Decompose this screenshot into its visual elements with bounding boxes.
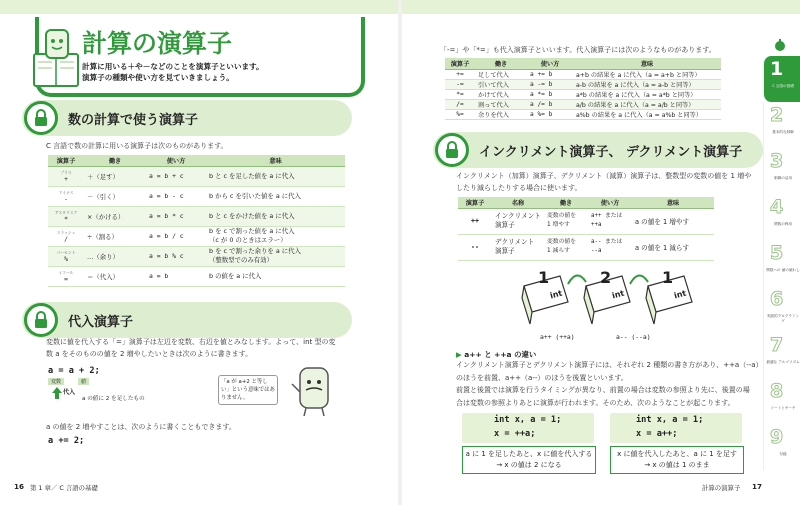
triangle-bullet-icon: ▶ — [456, 350, 462, 359]
annotation-variable: 変数 — [48, 378, 64, 385]
chapter-tab-4[interactable]: 4 関数の利用 — [763, 194, 800, 240]
code-prefix-line2: x = ++a; — [494, 429, 536, 439]
code-postfix-line1: int x, a = 1; — [636, 415, 704, 425]
chapter-tab-3[interactable]: 3 制御の活用 — [763, 148, 800, 194]
dec-label: a-- (--a) — [616, 333, 651, 341]
chapter-tab-8[interactable]: 8 ソートとサーチ — [763, 378, 800, 424]
box-value-3: 1 — [662, 268, 674, 287]
annotation-note: a の値に 2 を足したもの — [82, 396, 145, 402]
increment-operators-table: 演算子 名称 働き 使い方 意味 ++ インクリメント 演算子 変数の値を 1 増やす a++ または ++a a の値を 1 増やす -- デクリメント 演算子 変数の値を 1 減らす a-- または --a a の値を 1 減らす — [458, 197, 714, 261]
assign-intro: 「-=」や「*=」も代入演算子といいます。代入演算子には次のようなものがあります。 — [440, 46, 716, 54]
box-value-2: 2 — [600, 268, 612, 287]
box-value-1: 1 — [538, 268, 550, 287]
footer-title: 計算の演算子 — [702, 484, 741, 492]
code-prefix-line1: int x, a = 1; — [494, 415, 562, 425]
lock-icon — [24, 101, 58, 135]
section-heading-assignment: 代入演算子 — [22, 302, 352, 338]
chapter-label: 第 1 章／ C 言語の基礎 — [30, 484, 98, 492]
lock-icon — [24, 303, 58, 337]
table-row: スラッシュ / ÷（割る） a = b / c b を c で割った値を a に代入 （c が 0 のときはエラー） — [48, 226, 345, 246]
table-row: アスタリスク * ×（かける） a = b * c b と c をかけた値を a に代入 — [48, 206, 345, 226]
annotation-value: 値 — [78, 378, 89, 385]
arithmetic-operators-table: 演算子 働き 使い方 意味 プラス + ＋（足す） a = b + c b と c を足した値を a に代入 マイナス - －（引く） a = b - c b から c を引いた値を a に代入 アスタリスク * ×（かける） a = b * c b と c をかけた値を a に代入 スラッシュ / ÷（割る） a = b / c b を c で割った値を a に代入 （c が 0 のときはエラー） パーセント % …（余り） a = b % c b を c で割った余りを a に代入 （整数型でのみ有効） イコール = ＝（代入） a = b b の値を a に代入 — [48, 155, 345, 287]
table-row: ++ インクリメント 演算子 変数の値を 1 増やす a++ または ++a a の値を 1 増やす — [458, 208, 714, 234]
table-row: %= 余りを代入 a %= b a%b の結果を a に代入（a = a%b と同等） — [445, 109, 721, 119]
sec4-body: インクリメント演算子とデクリメント演算子には、それぞれ 2 種類の書き方があり、++a（--a） のほうを前置、a++（a--）のほうを後置といいます。 前置と後置では演算を行うタイミングが異なり、前置の場合は変数の参照より先に、後置の場 合は変数の参照よりあとに演算が行われます。そのため、次のようなことが起こります。 — [456, 361, 763, 407]
up-arrow-icon — [50, 385, 64, 401]
page-title: 計算の演算子 — [82, 29, 233, 58]
sec4-heading: ▶ a++ と ++a の違い — [456, 350, 537, 359]
table-row: イコール = ＝（代入） a = b b の値を a に代入 — [48, 266, 345, 286]
chapter-tab-5[interactable]: 5 関数への 値の値わし — [763, 240, 800, 286]
page-spine — [398, 0, 402, 505]
box-type-2: int — [611, 288, 626, 301]
speech-bubble: 「a が a+2 と等しい」という意味ではありません。 — [218, 375, 278, 405]
table-row: パーセント % …（余り） a = b % c b を c で割った余りを a に代入 （整数型でのみ有効） — [48, 246, 345, 266]
inc-label: a++ (++a) — [540, 333, 575, 341]
table-row: /= 割って代入 a /= b a/b の結果を a に代入（a = a/b と同等） — [445, 99, 721, 109]
sec2-body: 変数に値を代入する「=」演算子は左辺を変数、右辺を値とみなします。よって、int 型の変 数 a をそのものの値を 2 増やしたいときは次のように書きます。 — [46, 338, 336, 358]
result-postfix: x に値を代入したあと、a に 1 を足す → x の値は 1 のまま — [610, 446, 744, 474]
mascot-character-icon — [290, 360, 338, 418]
lock-icon — [435, 133, 469, 167]
table-row: -- デクリメント 演算子 変数の値を 1 減らす a-- または --a a の値を 1 減らす — [458, 234, 714, 260]
table-row: *= かけて代入 a *= b a*b の結果を a に代入（a = a*b と同等） — [445, 89, 721, 99]
sec2-body3: a の値を 2 増やすことは、次のように書くこともできます。 — [46, 423, 236, 431]
chapter-tab-2[interactable]: 2 基本的な制御 — [763, 102, 800, 148]
chapter-tab-7[interactable]: 7 最適な アルゴリズム — [763, 332, 800, 378]
code-a-plus-equals-2: a += 2; — [48, 436, 85, 446]
top-band-left — [0, 0, 400, 14]
box-type-1: int — [549, 288, 564, 301]
tab-marker-icon — [773, 38, 787, 52]
code-a-equals-a-plus-2: a = a + 2; — [48, 366, 100, 376]
table-row: -= 引いて代入 a -= b a-b の結果を a に代入（a = a-b と同等） — [445, 79, 721, 89]
section-heading-arithmetic: 数の計算で使う演算子 — [22, 100, 352, 136]
sec3-body: インクリメント（加算）演算子、デクリメント（減算）演算子は、整数型の変数の値を 1 増や したり減らしたりする場合に使います。 — [456, 172, 752, 192]
table-row: プラス + ＋（足す） a = b + c b と c を足した値を a に代入 — [48, 166, 345, 186]
page-number-left: 16 — [14, 482, 25, 491]
table-row: += 足して代入 a += b a+b の結果を a に代入（a = a+b と同等） — [445, 69, 721, 79]
assignment-operators-table: 演算子 働き 使い方 意味 += 足して代入 a += b a+b の結果を a に代入（a = a+b と同等） -= 引いて代入 a -= b a-b の結果を a に代入（a = a-b と同等） *= かけて代入 a *= b a*b の結果を a に代入（a = a*b と同等） /= 割って代入 a /= b a/b の結果を a に代入（a = a/b と同等） %= 余りを代入 a %= b a%b の結果を a に代入（a = a%b と同等） — [445, 58, 721, 120]
annotation-assign: 代入 — [63, 389, 76, 396]
section-heading-increment: インクリメント演算子、 デクリメント演算子 — [433, 132, 763, 168]
box-type-3: int — [673, 288, 688, 301]
result-prefix: a に 1 を足したあと、x に値を代入する → x の値は 2 になる — [462, 446, 596, 474]
top-band-right — [400, 0, 800, 14]
code-postfix-line2: x = a++; — [636, 429, 678, 439]
lead-text: 計算に用いる＋や－などのことを演算子といいます。 演算子の種類や使い方を見ていきましょう。 — [82, 62, 264, 82]
chapter-tab-6[interactable]: 6 実践的プログラミング — [763, 286, 800, 332]
page-number-right: 17 — [752, 482, 763, 491]
chapter-tab-1[interactable]: 1 C 言語の基礎 — [763, 56, 800, 102]
table-row: マイナス - －（引く） a = b - c b から c を引いた値を a に代入 — [48, 186, 345, 206]
book-mascot-icon — [28, 24, 86, 90]
sec1-body: C 言語で数の計算に用いる演算子は次のものがあります。 — [46, 142, 228, 150]
chapter-tab-9[interactable]: 9 付録 — [763, 424, 800, 470]
